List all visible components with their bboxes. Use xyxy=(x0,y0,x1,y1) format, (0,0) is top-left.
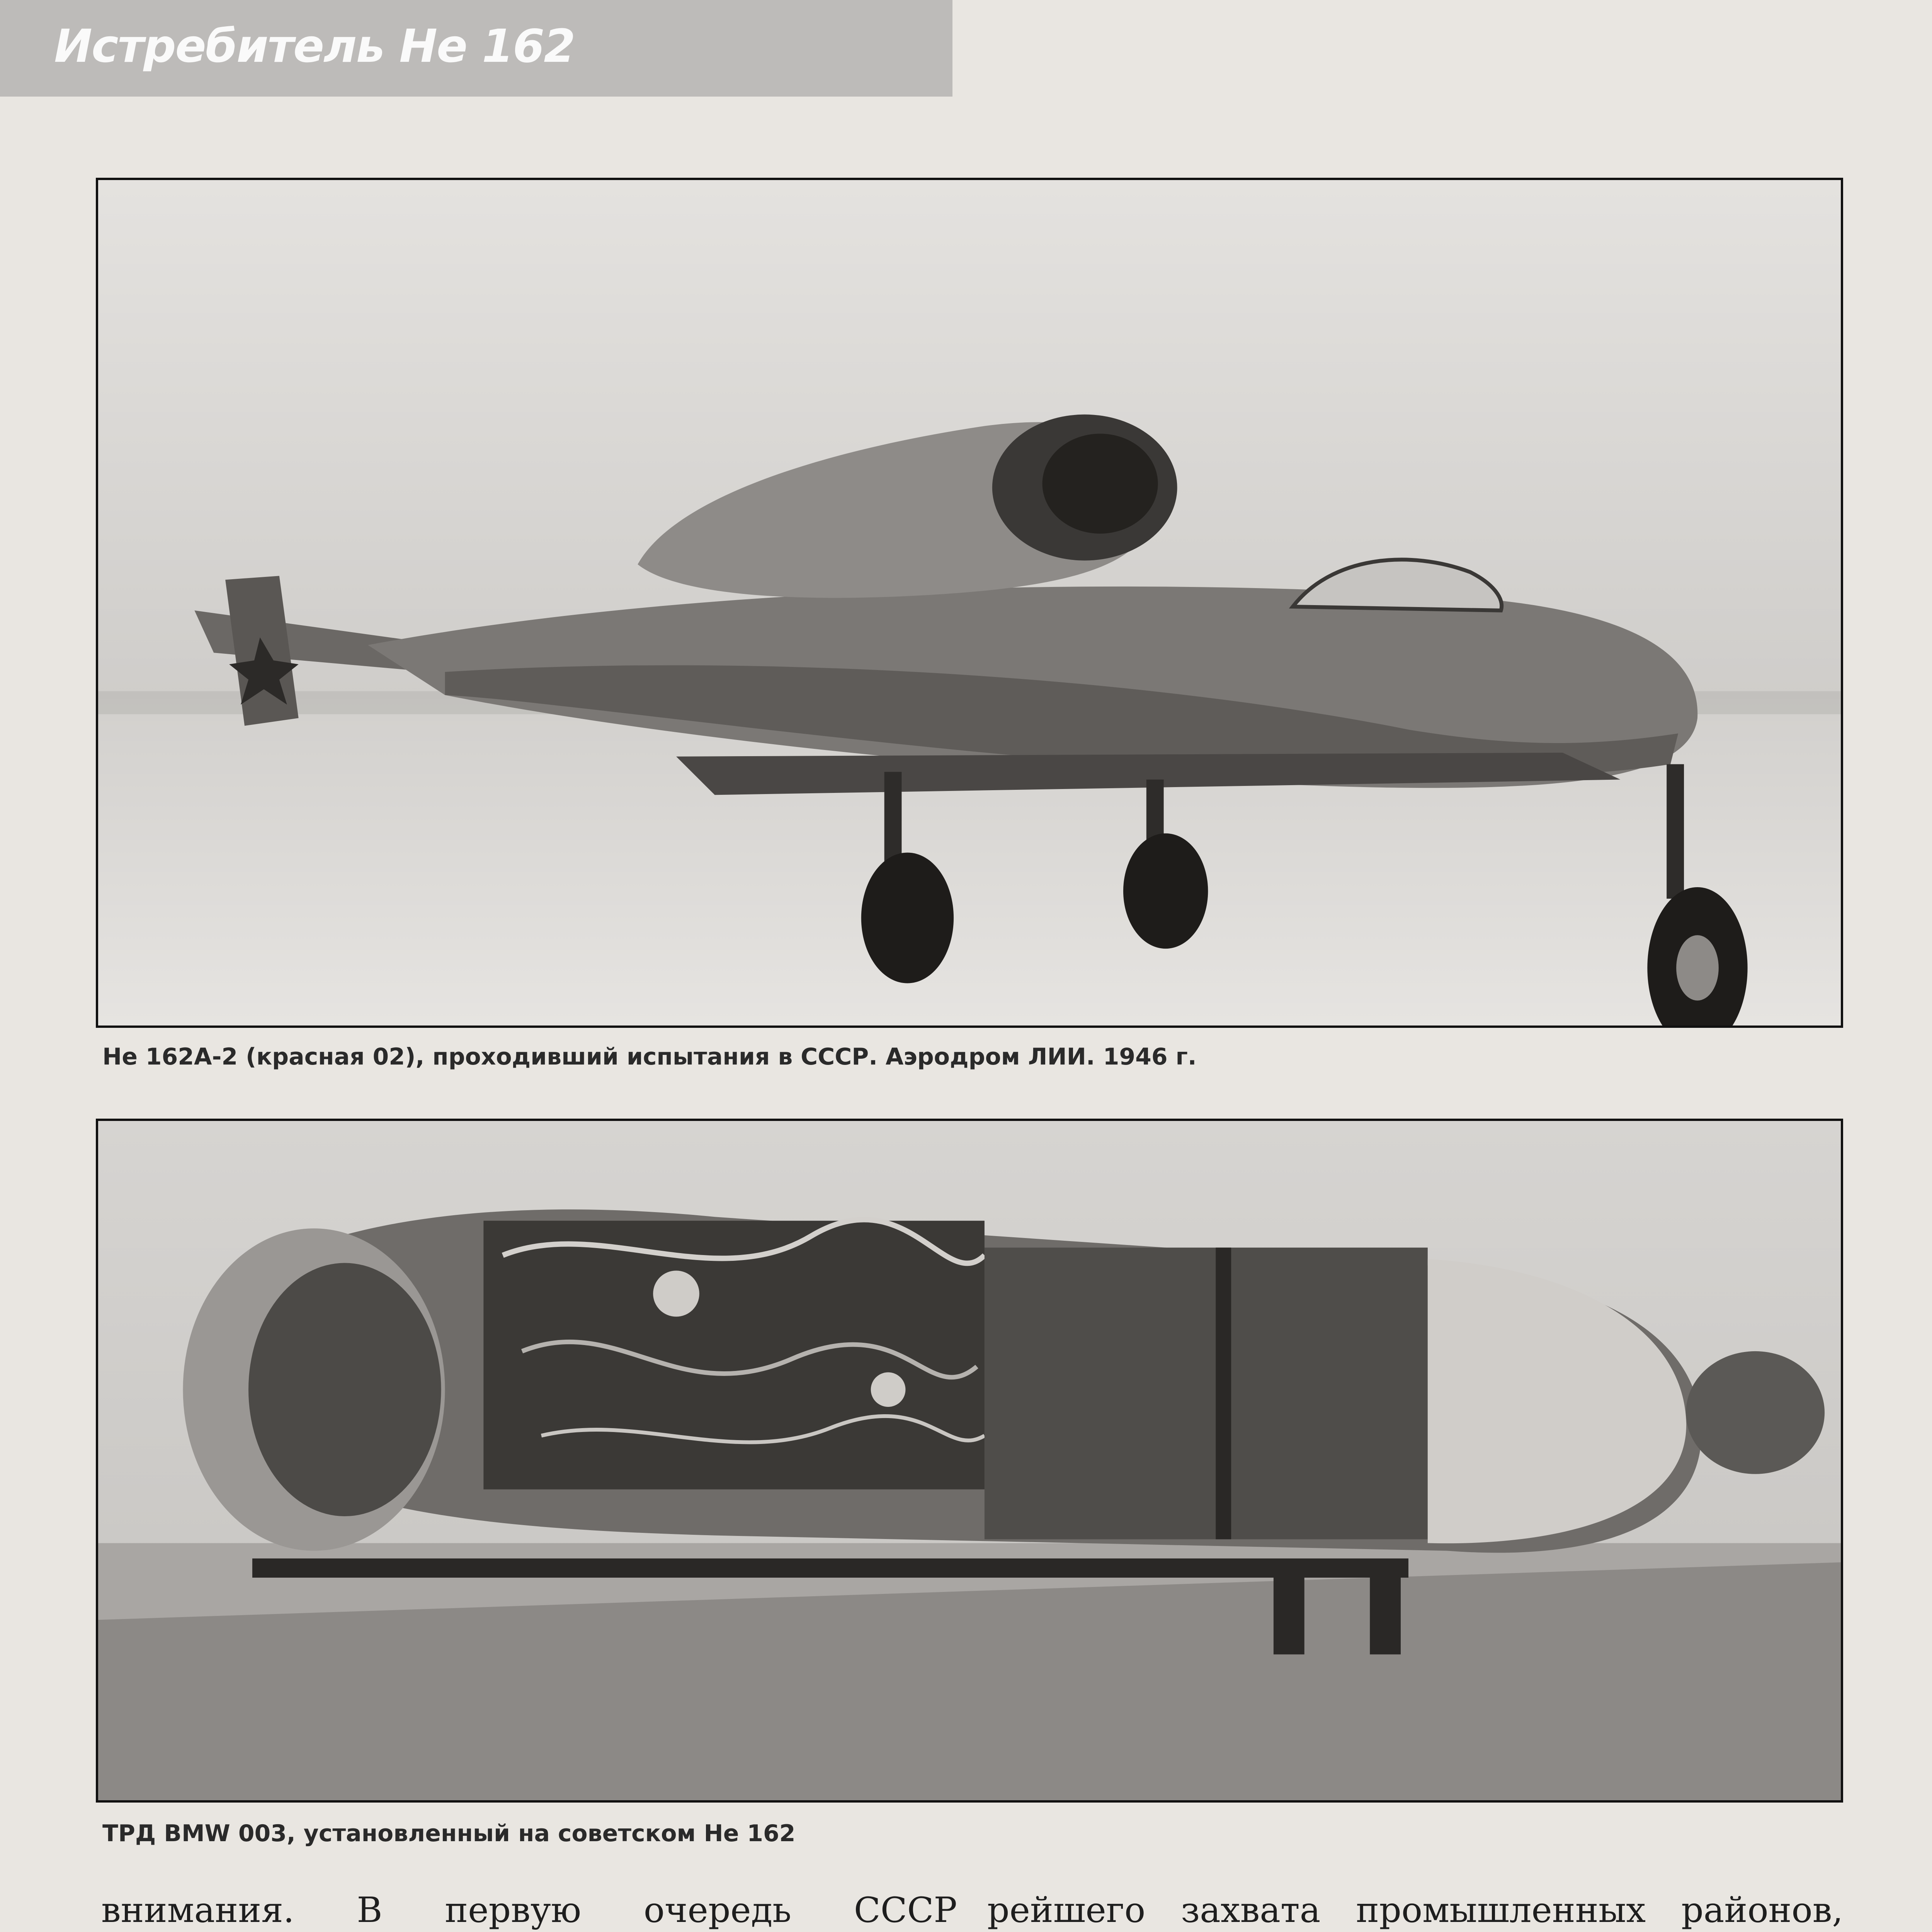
body-column-right xyxy=(987,1884,1843,1932)
running-header xyxy=(0,0,952,97)
running-header-title: Истребитель Не 162 xyxy=(54,19,575,73)
engine-photo xyxy=(96,1119,1843,1803)
engine-photo-caption: ТРД BMW 003, установленный на советском He 162 xyxy=(102,1820,796,1847)
aircraft-photo xyxy=(96,178,1843,1028)
paragraph: рейшего захвата промышленных районов, xyxy=(987,1890,1843,1930)
body-column-left xyxy=(101,1884,957,1932)
aircraft-photo-caption: He 162A-2 (красная 02), проходивший испытания в СССР. Аэродром ЛИИ. 1946 г. xyxy=(102,1043,1197,1070)
aircraft-photo-image xyxy=(98,180,1841,1026)
paragraph: внимания. В первую очередь СССР xyxy=(101,1890,957,1930)
engine-photo-image xyxy=(98,1121,1841,1800)
